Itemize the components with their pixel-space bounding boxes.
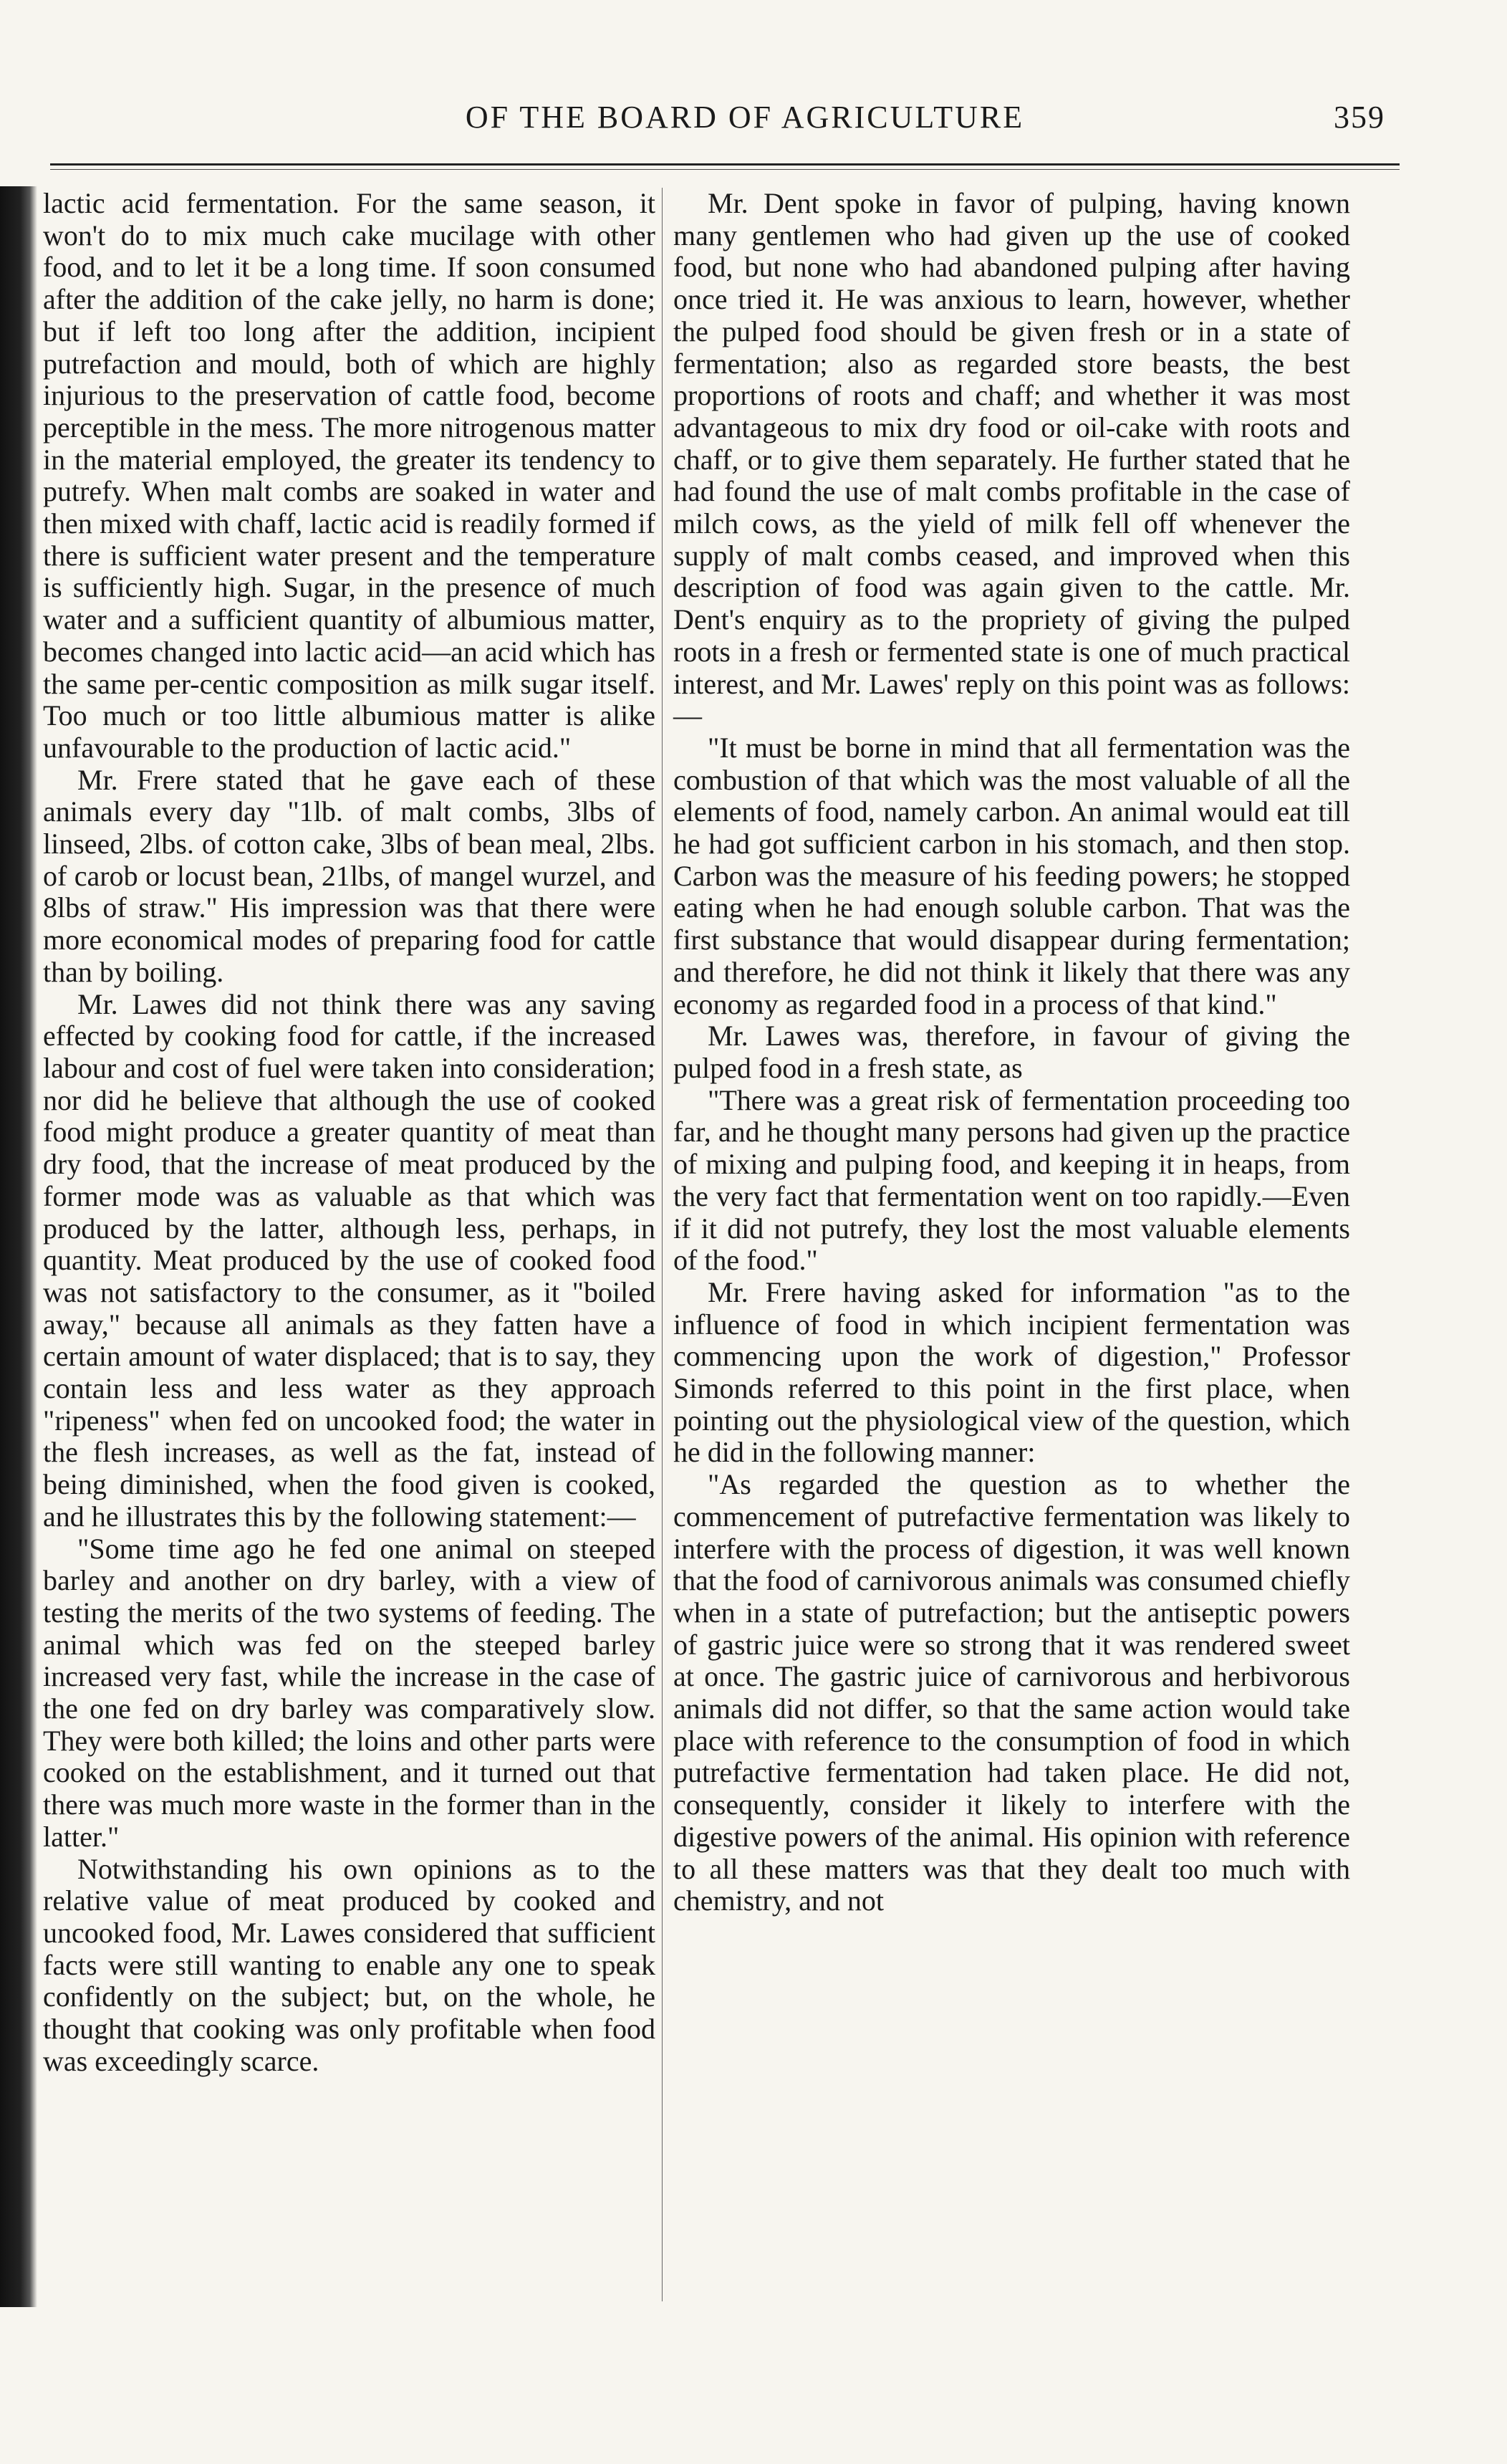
header-rule: [50, 163, 1400, 166]
paragraph: "It must be borne in mind that all fermentation was the combustion of that which was the most valuable of all the elements of food, namely carbon. An animal would eat till he had got sufficient carbon in his stomach, and then stop. Carbon was the measure of his feeding powers; he stopped eating when he had enough soluble carbon. That was the first substance that would disappear during fermentation; and therefore, he did not think it likely that there was any economy as regarded food in a process of that kind.": [673, 731, 1350, 1020]
paragraph: Notwithstanding his own opinions as to the relative value of meat produced by cooked and uncooked food, Mr. Lawes considered that sufficient facts were still wanting to enable any one to speak confidently on the subject; but, on the whole, he thought that cooking was only profitable when food was exceedingly scarce.: [43, 1852, 655, 2077]
page-number: 359: [1334, 100, 1385, 135]
paragraph: "As regarded the question as to whether the commencement of putrefactive fermentation was likely to interfere with the process of digestion, it was well known that the food of carnivorous animals was consumed chiefly when in a state of putrefaction; but the antiseptic powers of gastric juice were so strong that it was rendered sweet at once. The gastric juice of carnivorous and herbivorous animals did not differ, so that the same action would take place with reference to the consumption of food in which putrefactive fermentation had taken place. He did not, consequently, consider it likely to interfere with the digestive powers of the animal. His opinion with reference to all these matters was that they dealt too much with chemistry, and not: [673, 1468, 1350, 1917]
paragraph: "There was a great risk of fermentation proceeding too far, and he thought many persons had given up the practice of mixing and pulping food, and keeping it in heaps, from the very fact that fermentation went on too rapidly.—Even if it did not putrefy, they lost the most valuable elements of the food.": [673, 1083, 1350, 1277]
paragraph: Mr. Dent spoke in favor of pulping, having known many gentlemen who had given up the use of cooked food, but none who had abandoned pulping after having once tried it. He was anxious to learn, however, whether the pulped food should be given fresh or in a state of fermentation; also as regarded store beasts, the best proportions of roots and chaff; and whether it was most advantageous to mix dry food or oil-cake with roots and chaff, or to give them separately. He further stated that he had found the use of malt combs profitable in the case of milch cows, as the yield of milk fell off whenever the supply of malt combs ceased, and improved when this description of food was again given to the cattle. Mr. Dent's enquiry as to the propriety of giving the pulped roots in a fresh or fermented state is one of much practical interest, and Mr. Lawes' reply on this point was as follows:—: [673, 187, 1350, 732]
running-head: OF THE BOARD OF AGRICULTURE: [465, 100, 1025, 135]
left-column: [43, 188, 655, 2077]
column-divider: [662, 188, 663, 2301]
page-header: [0, 99, 1507, 156]
right-column: [673, 188, 1350, 1917]
paragraph: "Some time ago he fed one animal on steeped barley and another on dry barley, with a view of testing the merits of the two systems of feeding. The animal which was fed on the steeped barley increased very fast, while the increase in the case of the one fed on dry barley was comparatively slow. They were both killed; the loins and other parts were cooked on the establishment, and it turned out that there was much more waste in the former than in the latter.": [43, 1532, 655, 1853]
paragraph: Mr. Lawes did not think there was any saving effected by cooking food for cattle, if the increased labour and cost of fuel were taken into consideration; nor did he believe that although the use of cooked food might produce a greater quantity of meat than dry food, that the increase of meat produced by the former mode was as valuable as that which was produced by the latter, although less, perhaps, in quantity. Meat produced by the use of cooked food was not satisfactory to the consumer, as it "boiled away," because all animals as they fatten have a certain amount of water displaced; that is to say, they contain less and less water as they approach "ripeness" when fed on uncooked food; the water in the flesh increases, as well as the fat, instead of being diminished, when the food given is cooked, and he illustrates this by the following statement:—: [43, 987, 655, 1533]
paragraph: Mr. Frere stated that he gave each of these animals every day "1lb. of malt combs, 3lbs of linseed, 2lbs. of cotton cake, 3lbs of bean meal, 2lbs. of carob or locust bean, 21lbs, of mangel wurzel, and 8lbs of straw." His impression was that there were more economical modes of preparing food for cattle than by boiling.: [43, 763, 655, 988]
paragraph: Mr. Frere having asked for information "as to the influence of food in which incipient fermentation was commencing upon the work of digestion," Professor Simonds referred to this point in the first place, when pointing out the physiological view of the question, which he did in the following manner:: [673, 1275, 1350, 1469]
header-rule-thin: [50, 169, 1400, 170]
paragraph: lactic acid fermentation. For the same season, it won't do to mix much cake mucilage with other food, and to let it be a long time. If soon consumed after the addition of the cake jelly, no harm is done; but if left too long after the addition, incipient putrefaction and mould, both of which are highly injurious to the preservation of cattle food, become perceptible in the mess. The more nitrogenous matter in the material employed, the greater its tendency to putrefy. When malt combs are soaked in water and then mixed with chaff, lactic acid is readily formed if there is sufficient water present and the temperature is sufficiently high. Sugar, in the presence of much water and a sufficient quantity of albumious matter, becomes changed into lactic acid—an acid which has the same per-centic composition as milk sugar itself. Too much or too little albumious matter is alike unfavourable to the production of lactic acid.": [43, 187, 655, 764]
binding-edge-shadow: [0, 186, 37, 2307]
paragraph: Mr. Lawes was, therefore, in favour of giving the pulped food in a fresh state, as: [673, 1020, 1350, 1084]
